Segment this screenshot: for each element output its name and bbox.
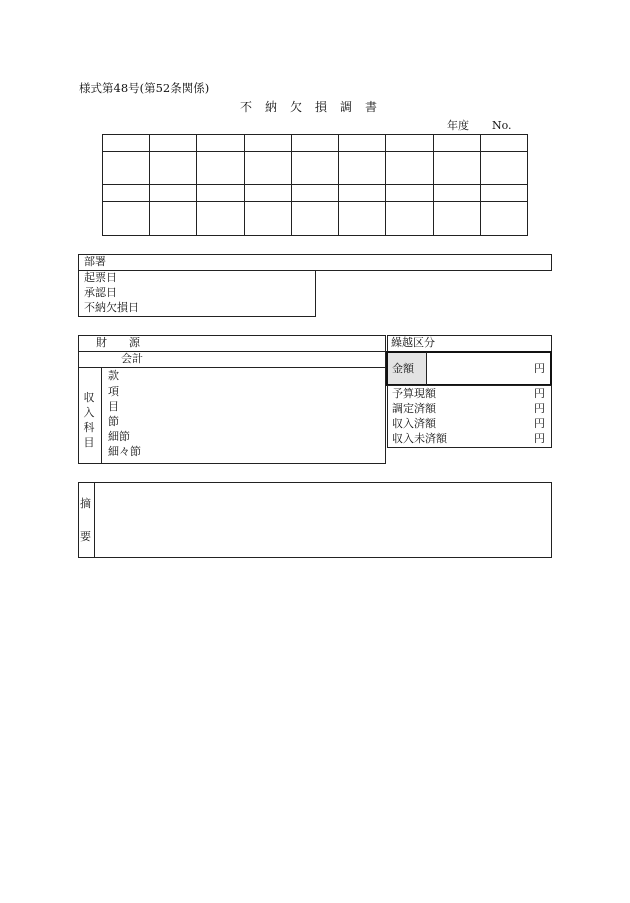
approval-date-label: 承認日: [84, 286, 117, 299]
fiscal-year-label: 年度: [447, 119, 469, 132]
budget-current-label: 予算現額: [392, 387, 436, 400]
stamp-cell: [103, 135, 150, 152]
unreceived-unit: 円: [534, 432, 545, 445]
revenue-subject-label: 収入科目: [83, 391, 95, 449]
stamp-cell: [244, 152, 291, 185]
stamp-cell: [150, 135, 197, 152]
stamp-cell: [433, 152, 480, 185]
summary-box: [78, 482, 552, 558]
stamp-cell: [103, 152, 150, 185]
stamp-cell: [480, 152, 527, 185]
stamp-cell: [197, 152, 244, 185]
stamp-cell: [480, 185, 527, 202]
summary-label-bottom: 要: [80, 530, 91, 543]
stamp-cell: [150, 185, 197, 202]
stamp-cell: [433, 185, 480, 202]
stamp-cell: [339, 152, 386, 185]
account-label: 会計: [121, 352, 143, 365]
stamp-cell: [291, 185, 338, 202]
stamp-cell: [386, 135, 433, 152]
finance-source-label: 財 源: [96, 336, 140, 349]
divider: [101, 367, 102, 464]
form-number: 様式第48号(第52条関係): [79, 81, 210, 95]
assessed-label: 調定済額: [392, 402, 436, 415]
stamp-cell: [197, 135, 244, 152]
stamp-cell: [103, 185, 150, 202]
stamp-cell: [480, 202, 527, 236]
carryover-label: 繰越区分: [391, 336, 435, 349]
unreceived-label: 収入未済額: [392, 432, 447, 445]
number-label: No.: [492, 119, 512, 132]
stamp-cell: [291, 152, 338, 185]
stamp-cell: [386, 185, 433, 202]
department-label: 部署: [84, 255, 106, 268]
stamp-cell: [386, 202, 433, 236]
amount-unit: 円: [534, 362, 545, 375]
subject-kan: 款: [108, 369, 119, 382]
stamp-cell: [291, 202, 338, 236]
stamp-cell: [244, 135, 291, 152]
stamp-cell: [150, 152, 197, 185]
stamp-cell: [244, 185, 291, 202]
stamp-cell: [103, 202, 150, 236]
stamp-cell: [339, 202, 386, 236]
draft-date-label: 起票日: [84, 271, 117, 284]
divider: [426, 352, 427, 385]
write-off-date-label: 不納欠損日: [84, 301, 139, 314]
budget-current-unit: 円: [534, 387, 545, 400]
summary-label-top: 摘: [80, 497, 91, 510]
subject-saisetsu: 細節: [108, 430, 130, 443]
department-row: [78, 254, 552, 271]
stamp-cell: [433, 135, 480, 152]
stamp-cell: [386, 152, 433, 185]
assessed-unit: 円: [534, 402, 545, 415]
subject-kou: 項: [108, 385, 119, 398]
subject-moku: 目: [108, 400, 119, 413]
stamp-cell: [197, 202, 244, 236]
amount-label: 金額: [392, 362, 414, 375]
divider: [94, 482, 95, 558]
subject-setsu: 節: [108, 415, 119, 428]
stamp-cell: [291, 135, 338, 152]
received-label: 収入済額: [392, 417, 436, 430]
stamp-cell: [150, 202, 197, 236]
stamp-cell: [339, 185, 386, 202]
divider: [78, 367, 386, 368]
stamp-cell: [480, 135, 527, 152]
approval-stamp-grid: [102, 134, 528, 236]
subject-saisaisetsu: 細々節: [108, 445, 141, 458]
stamp-cell: [197, 185, 244, 202]
stamp-cell: [339, 135, 386, 152]
stamp-cell: [433, 202, 480, 236]
received-unit: 円: [534, 417, 545, 430]
document-title: 不納欠損調書: [240, 100, 391, 114]
stamp-cell: [244, 202, 291, 236]
